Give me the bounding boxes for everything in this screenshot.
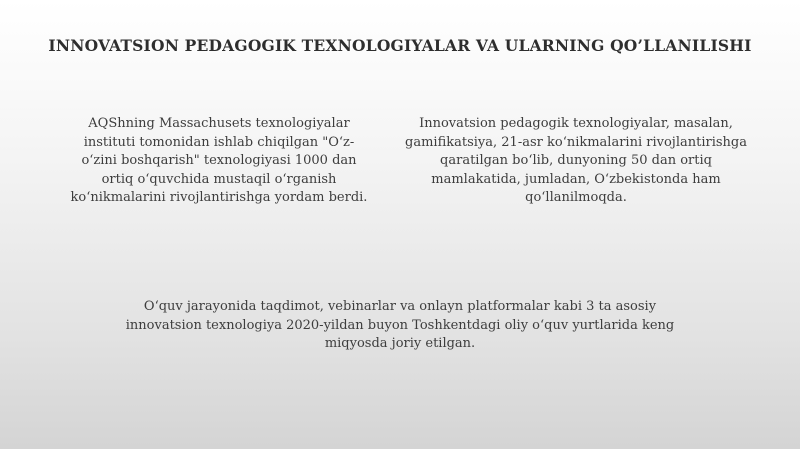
left-text-block: AQShning Massachusets texnologiyalar instituti tomonidan ishlab chiqilgan "O‘z-o‘zini boshqarish" texnologiyasi 1000 dan ortiq o‘quvchida mustaqil o‘rganish ko‘nikmalarini rivojlantirishga yordam berdi.: [70, 116, 368, 205]
slide-title: INNOVATSION PEDAGOGIK TEXNOLOGIYALAR VA ULARNING QO’LLANILISHI: [48, 36, 752, 55]
right-text-block: Innovatsion pedagogik texnologiyalar, masalan, gamifikatsiya, 21-asr ko‘nikmalarini rivojlantirishga qaratilgan bo‘lib, dunyoning 50 dan ortiq mamlakatida, jumladan, O‘zbekistonda ham qo‘llanilmoqda.: [405, 116, 747, 205]
bottom-text-block: O‘quv jarayonida taqdimot, vebinarlar va onlayn platformalar kabi 3 ta asosiy innovatsion texnologiya 2020-yildan buyon Toshkentdagi oliy o‘quv yurtlarida keng miqyosda joriy etilgan.: [125, 299, 675, 351]
